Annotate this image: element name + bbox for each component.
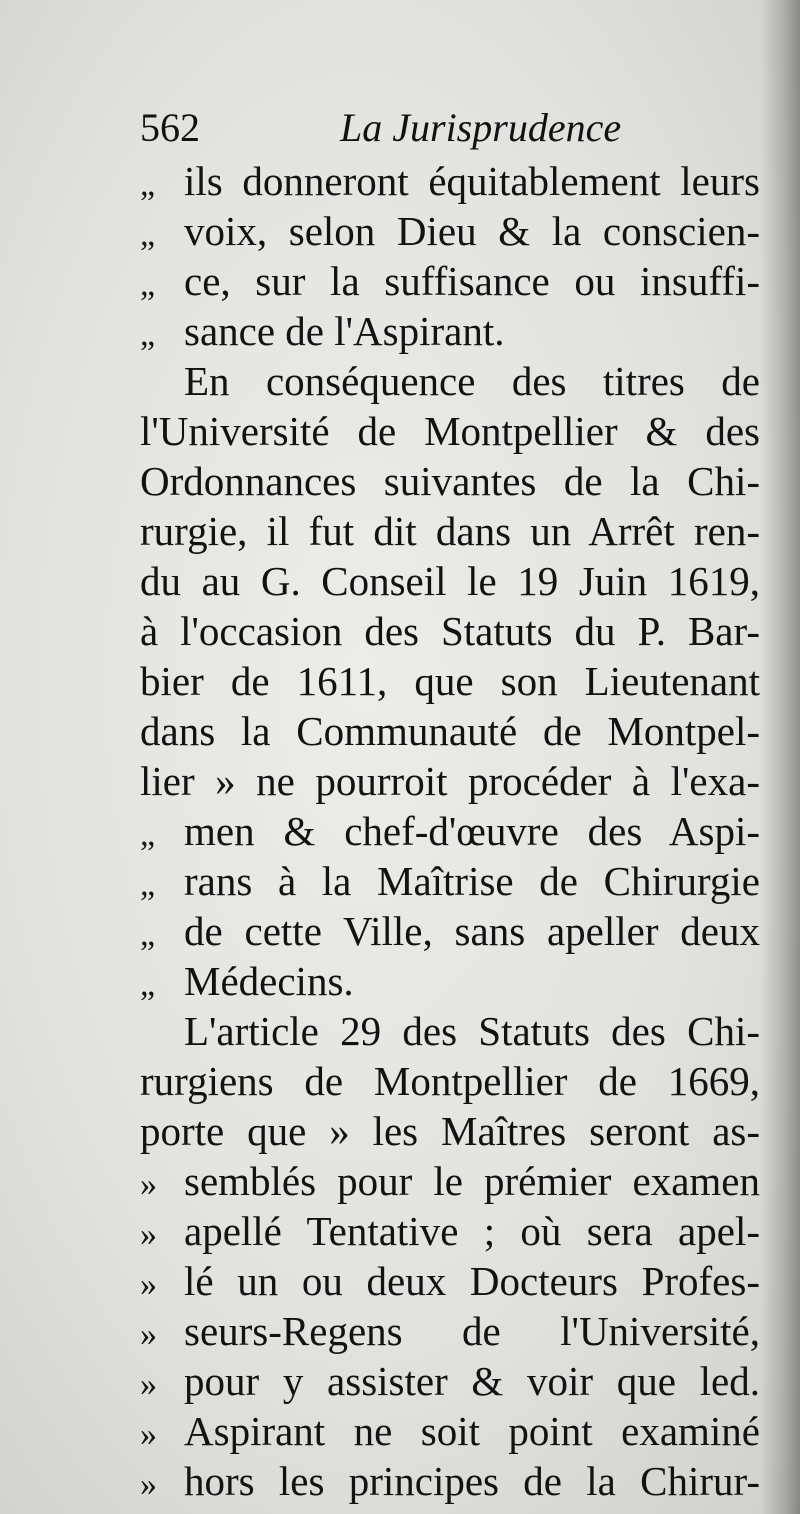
page-gutter-shadow [760, 0, 800, 1514]
text-line [140, 1156, 760, 1206]
line-text: ils donneront équitablement leurs [184, 158, 760, 204]
line-text: dans la Communauté de Montpel- [140, 708, 760, 754]
text-line [140, 506, 760, 556]
text-line [140, 756, 760, 806]
text-line [140, 806, 760, 856]
body-text [140, 156, 760, 1506]
text-line [140, 1206, 760, 1256]
line-text: voix, selon Dieu & la conscien- [184, 208, 760, 254]
line-text: l'Université de Montpellier & des [140, 408, 760, 454]
line-text: bier de 1611, que son Lieutenant [140, 658, 760, 704]
line-text: lé un ou deux Docteurs Profes- [184, 1258, 760, 1304]
text-line [140, 556, 760, 606]
text-line [140, 156, 760, 206]
line-text: à l'occasion des Statuts du P. Bar- [140, 608, 760, 654]
quote-mark: » [140, 1416, 157, 1453]
text-line [140, 306, 760, 356]
line-text: sance de l'Aspirant. [184, 308, 505, 354]
line-text: rans à la Maîtrise de Chirurgie [184, 858, 760, 904]
page-number: 562 [140, 105, 200, 150]
quote-mark: „ [140, 216, 156, 253]
line-text: Ordonnances suivantes de la Chi- [140, 458, 760, 504]
running-title: La Jurisprudence [340, 105, 622, 150]
line-text: Médecins. [184, 958, 354, 1004]
text-line [140, 606, 760, 656]
line-text: lier » ne pourroit procéder à l'exa- [140, 758, 760, 804]
quote-mark: » [140, 1166, 157, 1203]
line-text: seurs-Regens de l'Université, [184, 1308, 760, 1354]
text-line [140, 1306, 760, 1356]
page-header [140, 100, 660, 156]
quote-mark: „ [140, 266, 156, 303]
quote-mark: » [140, 1216, 157, 1253]
text-line [140, 256, 760, 306]
quote-mark: „ [140, 166, 156, 203]
paragraph-first-line [140, 1006, 760, 1056]
quote-mark: „ [140, 916, 156, 953]
quote-mark: „ [140, 966, 156, 1003]
line-text: du au G. Conseil le 19 Juin 1619, [140, 558, 760, 604]
text-line [140, 656, 760, 706]
line-text: rurgie, il fut dit dans un Arrêt ren- [140, 508, 760, 554]
text-line [140, 1356, 760, 1406]
text-line [140, 856, 760, 906]
line-text: porte que » les Maîtres seront as- [140, 1108, 760, 1154]
line-text: En conséquence des titres de [184, 358, 760, 404]
quote-mark: » [140, 1366, 157, 1403]
quote-mark: „ [140, 866, 156, 903]
text-line [140, 706, 760, 756]
line-text: apellé Tentative ; où sera apel- [184, 1208, 760, 1254]
quote-mark: „ [140, 816, 156, 853]
line-text: rurgiens de Montpellier de 1669, [140, 1058, 760, 1104]
line-text: hors les principes de la Chirur- [184, 1458, 760, 1504]
quote-mark: » [140, 1466, 157, 1503]
line-text: semblés pour le prémier examen [184, 1158, 760, 1204]
line-text: Aspirant ne soit point examiné [184, 1408, 760, 1454]
text-line [140, 906, 760, 956]
quote-mark: » [140, 1316, 157, 1353]
text-line [140, 1406, 760, 1456]
text-line [140, 1106, 760, 1156]
text-line [140, 206, 760, 256]
line-text: ce, sur la suffisance ou insuffi- [184, 258, 760, 304]
text-line [140, 1456, 760, 1506]
text-line [140, 1056, 760, 1106]
text-line [140, 456, 760, 506]
line-text: pour y assister & voir que led. [184, 1358, 760, 1404]
paragraph-first-line [140, 356, 760, 406]
line-text: men & chef-d'œuvre des Aspi- [184, 808, 760, 854]
text-line [140, 1256, 760, 1306]
text-line [140, 406, 760, 456]
quote-mark: » [140, 1266, 157, 1303]
line-text: de cette Ville, sans apeller deux [184, 908, 760, 954]
line-text: L'article 29 des Statuts des Chi- [184, 1008, 760, 1054]
quote-mark: „ [140, 316, 156, 353]
text-line [140, 956, 760, 1006]
